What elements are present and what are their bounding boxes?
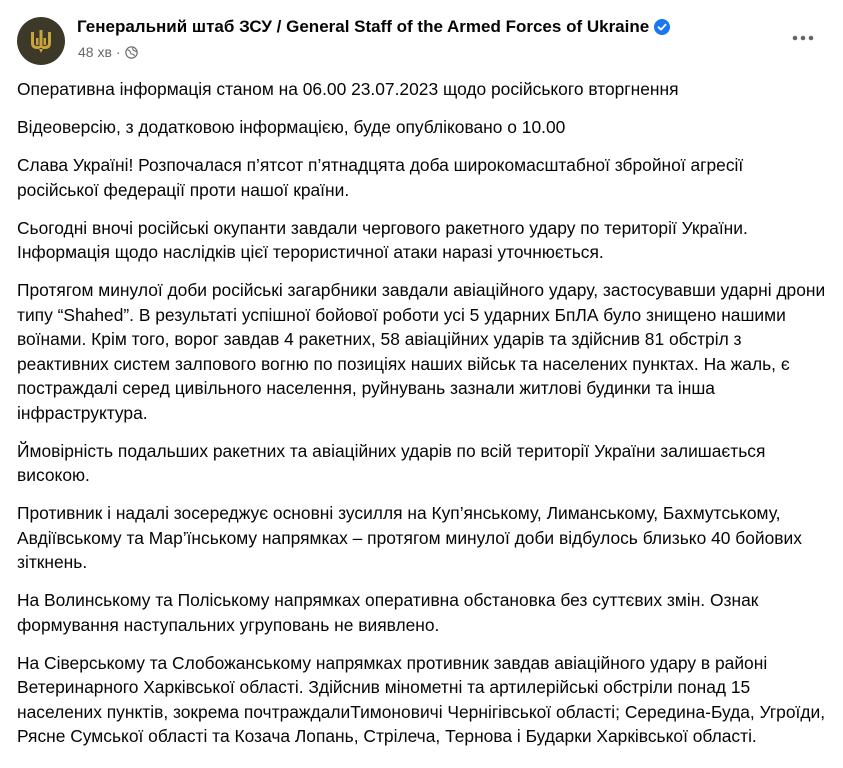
more-options-button[interactable] <box>785 20 821 56</box>
post-meta <box>78 42 138 62</box>
post-paragraph: Протягом минулої доби російські загарбники завдали авіаційного удару, застосувавши ударні дрони типу “Shahed”. В результаті успішної бойової роботи усі 5 ударних БпЛА було знищено нашими воїнами. Крім того, ворог завдав 4 ракетних, 58 авіаційних ударів та здійснив 81 обстріл з реактивних систем залпового вогню по позиціях наших військ та населених пунктах. На жаль, є постраждалі серед цивільного населення, руйнувань зазнали житлові будинки та інша інфраструктура. <box>17 280 831 423</box>
author-name-link[interactable] <box>77 15 670 39</box>
post-timestamp[interactable]: 48 хв <box>78 44 112 60</box>
post-text <box>17 77 835 762</box>
more-options-icon <box>792 35 814 41</box>
meta-separator: · <box>115 44 121 60</box>
post-paragraph: Оперативна інформація станом на 06.00 23.07.2023 щодо російського вторгнення <box>17 79 679 99</box>
post-paragraph: На Волинському та Поліському напрямках оперативна обстановка без суттєвих змін. Ознак формування наступальних угруповань не виявлено. <box>17 590 764 635</box>
post-paragraph: Ймовірність подальших ракетних та авіаційних ударів по всій території України залишається високою. <box>17 440 771 485</box>
page-avatar[interactable] <box>17 17 65 65</box>
post-paragraph: Сьогодні вночі російські окупанти завдали чергового ракетного удару по території України. Інформація щодо наслідків цієї терористичної атаки наразі уточнюється. <box>17 217 753 262</box>
post-paragraph: Противник і надалі зосереджує основні зусилля на Куп’янському, Лиманському, Бахмутському, Авдіївському та Мар’їнському напрямках – протягом минулої доби відбулось близько 40 бойових зіткнень. <box>17 503 807 572</box>
post-paragraph: На Сіверському та Слобожанському напрямках противник завдав авіаційного удару в районі Ветеринарного Харківської області. Здійснив мінометні та артилерійські обстріли понад 15 населених пунктів, зокрема почтраждалиТимоновичі Чернігівської області; Середина-Буда, Угроїди, Рясне Сумської області та Козача Лопань, Стрілеча, Тернова і Бударки Харківської області. <box>17 652 835 746</box>
globe-icon[interactable] <box>125 46 138 59</box>
post-paragraph: Слава Україні! Розпочалася п’ятсот п’ятнадцята доба широкомасштабної збройної агресії російської федерації проти нашої країни. <box>17 155 749 200</box>
post-header <box>0 0 843 72</box>
post-paragraph: Відеоверсію, з додатковою інформацією, буде опубліковано о 10.00 <box>17 117 566 137</box>
author-name[interactable]: Генеральний штаб ЗСУ / General Staff of the Armed Forces of Ukraine <box>77 17 650 36</box>
trident-emblem-icon <box>26 26 56 56</box>
verified-badge-icon <box>654 19 670 35</box>
